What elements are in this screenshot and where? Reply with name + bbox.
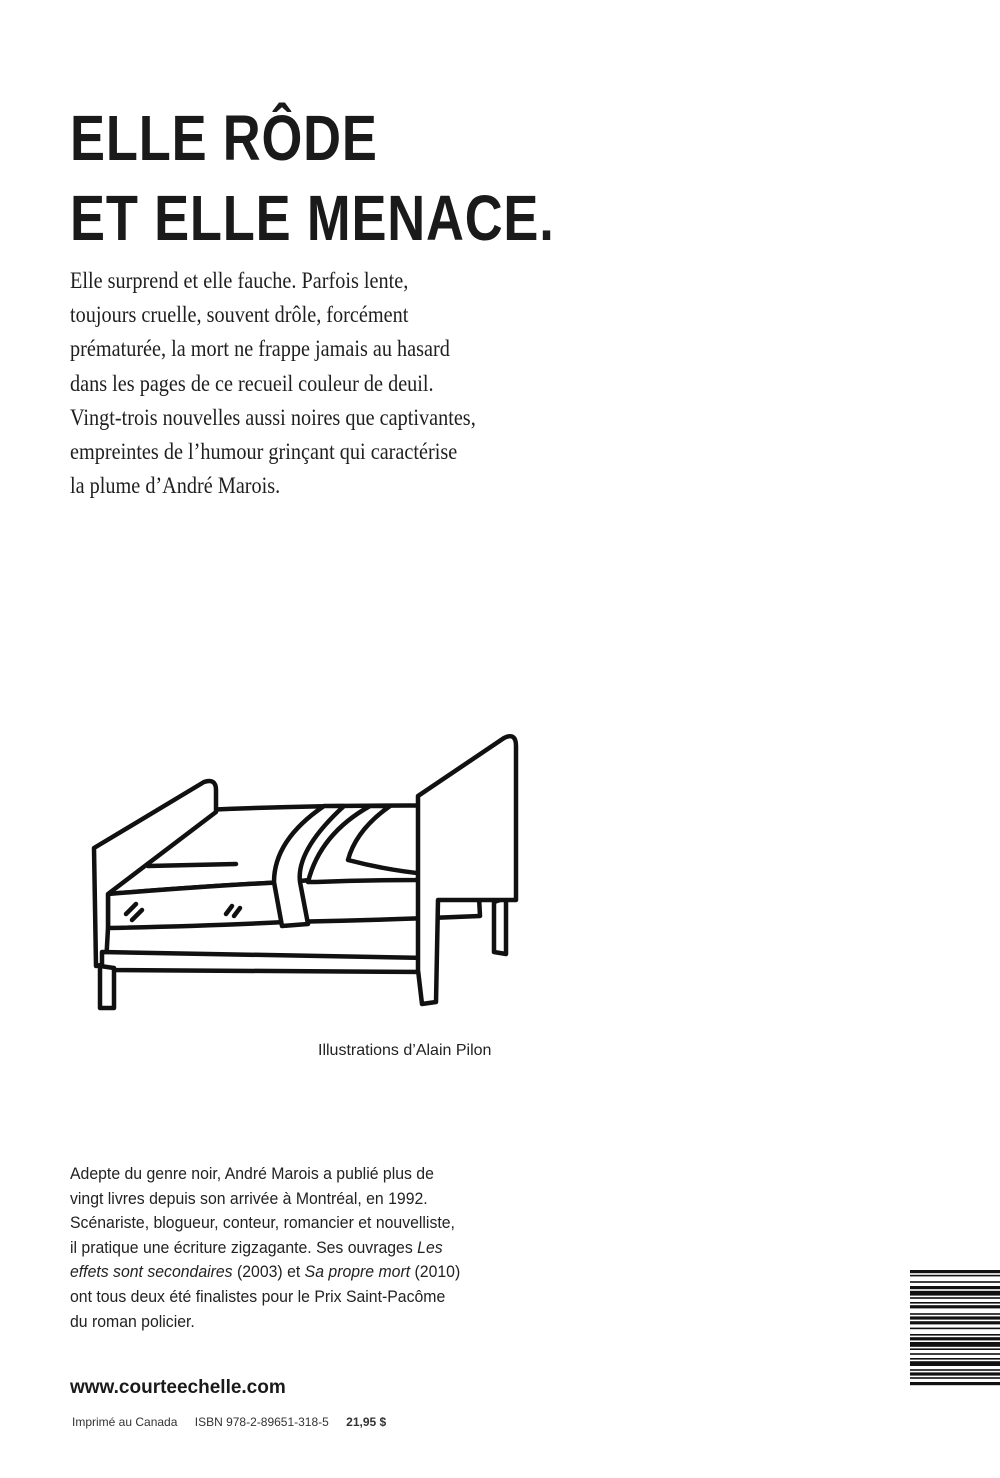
barcode-bar [910,1291,1000,1296]
barcode-bar [910,1353,1000,1355]
barcode-icon [910,1270,1000,1412]
barcode-bar [910,1321,1000,1324]
book-title: effets sont secondaires [70,1262,233,1282]
bio-text: il pratique une écriture zigzagante. Ses ouvrages [70,1237,418,1257]
barcode-bar [910,1377,1000,1379]
blurb [70,264,528,503]
bio-text: (2003) et [232,1262,305,1282]
barcode-bar [910,1313,1000,1315]
blurb-line: toujours cruelle, souvent drôle, forcément [70,302,409,328]
barcode-bar [910,1316,1000,1319]
blurb-line: prématurée, la mort ne frappe jamais au hasard [70,336,450,362]
barcode-bar [910,1297,1000,1299]
bio-line: Adepte du genre noir, André Marois a publié plus de [70,1164,434,1183]
barcode-bar [910,1382,1000,1385]
footer [72,1415,386,1429]
blurb-line: dans les pages de ce recueil couleur de deuil. [70,370,434,396]
barcode-bar [910,1361,1000,1366]
barcode-bar [910,1369,1000,1371]
illustration-credit: Illustrations d’Alain Pilon [318,1042,492,1059]
barcode-bar [910,1334,1000,1336]
book-title: Sa propre mort [304,1262,411,1282]
barcode-bar [910,1372,1000,1375]
isbn: ISBN 978-2-89651-318-5 [194,1415,329,1429]
book-title: Les [417,1237,443,1257]
bio-line: ont tous deux été finalistes pour le Prix Saint-Pacôme [70,1286,446,1306]
barcode-bar [910,1328,1000,1330]
barcode-bar [910,1342,1000,1347]
bio-line [70,1236,507,1261]
blurb-line: Elle surprend et elle fauche. Parfois lente, [70,268,409,293]
publisher-website[interactable]: www.courteechelle.com [70,1377,286,1398]
barcode-bar [910,1275,1000,1277]
barcode-bar [910,1348,1000,1350]
blurb-line: la plume d’André Marois. [70,473,281,499]
bio-line: du roman policier. [70,1311,195,1331]
bio-line: Scénariste, blogueur, conteur, romancier et nouvelliste, [70,1213,455,1233]
barcode-bar [910,1305,1000,1308]
headline-line-1: ELLE RÔDE [70,102,378,174]
blurb-line: empreintes de l’humour grinçant qui caractérise [70,439,458,465]
barcode-bar [910,1302,1000,1304]
barcode-bar [910,1281,1000,1283]
barcode-bar [910,1358,1000,1360]
bio-line: vingt livres depuis son arrivée à Montréal, en 1992. [70,1188,428,1208]
price: 21,95 $ [346,1415,387,1429]
headline [70,98,555,258]
headline-line-2: ET ELLE MENACE. [70,182,555,254]
barcode-bar [910,1337,1000,1340]
barcode-bar [910,1286,1000,1289]
bio-text: (2010) [410,1262,461,1282]
author-bio [70,1162,507,1334]
bio-line [70,1260,507,1285]
barcode-bar [910,1270,1000,1273]
bed-illustration [86,730,526,1020]
blurb-line: Vingt-trois nouvelles aussi noires que captivantes, [70,404,476,430]
printed-in: Imprimé au Canada [72,1415,178,1429]
